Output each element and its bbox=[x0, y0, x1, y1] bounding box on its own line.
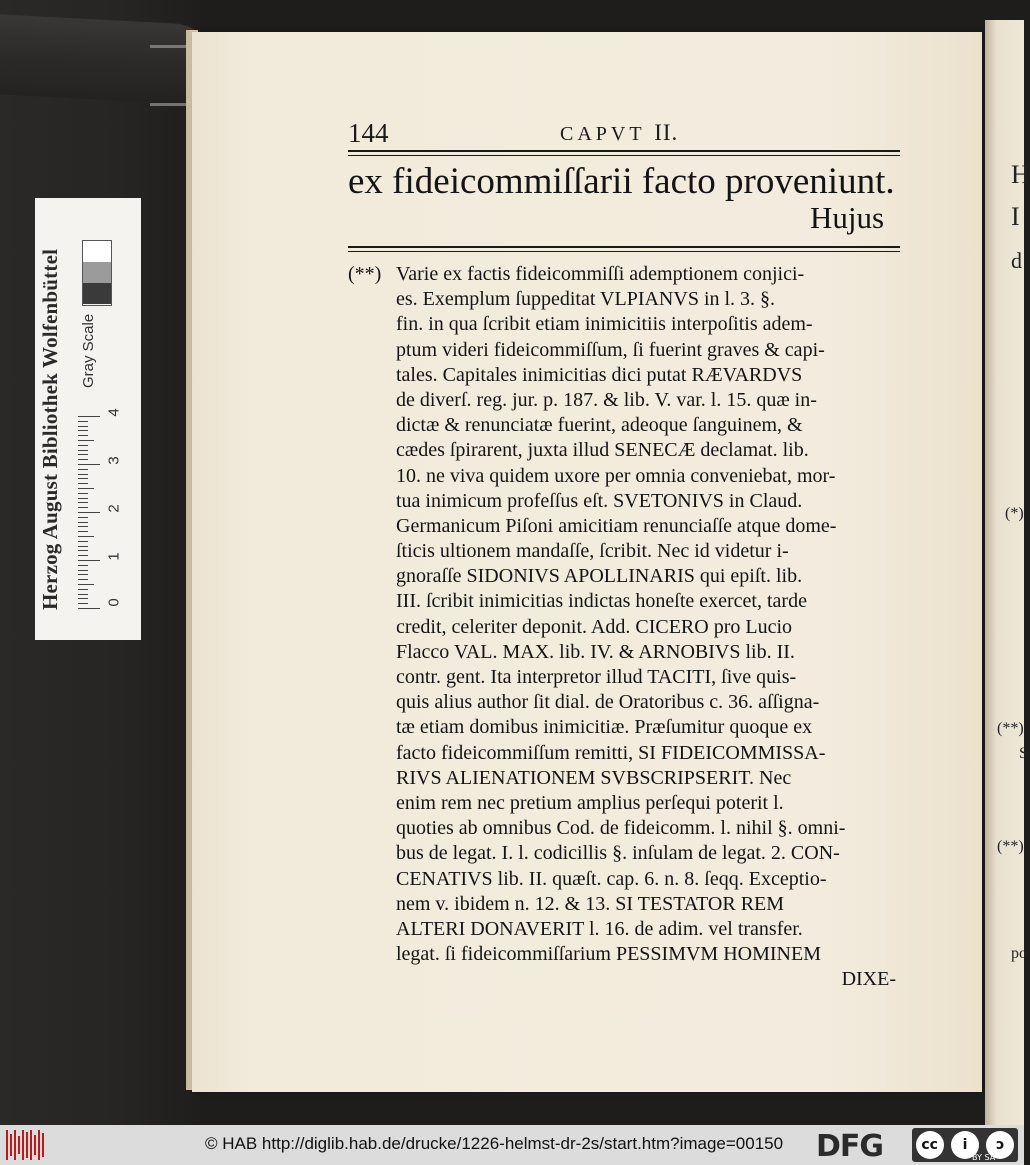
main-text-line: ex fideicommiſſarii facto proveniunt. bbox=[348, 161, 895, 202]
ruler-tick bbox=[78, 474, 88, 475]
ruler-tick bbox=[78, 430, 88, 431]
ruler-tick bbox=[78, 550, 88, 551]
ruler-tick bbox=[78, 450, 88, 451]
footnote-line: III. ſcribit inimicitias indictas honeſte exercet, tarde bbox=[396, 590, 807, 613]
dfg-logo: DFG bbox=[816, 1129, 884, 1164]
ruler-tick bbox=[78, 464, 100, 465]
ruler-tick bbox=[78, 488, 94, 489]
copyright-link[interactable]: © HAB http://diglib.hab.de/drucke/1226-helmst-dr-2s/start.htm?image=00150 bbox=[205, 1134, 784, 1153]
footnote-line: nem v. ibidem n. 12. & 13. SI TESTATOR REM bbox=[396, 892, 785, 915]
footnote-line: quis alius author ſit dial. de Oratoribus c. 36. aſſigna- bbox=[396, 691, 820, 714]
facing-page-fragment bbox=[985, 20, 1030, 1125]
card-library-title: Herzog August Bibliothek Wolfenbüttel bbox=[38, 248, 62, 610]
ruler-number: 3 bbox=[105, 456, 123, 465]
footnote-line: RIVS ALIENATIONEM SVBSCRIPSERIT. Nec bbox=[396, 766, 792, 789]
viewer-footer bbox=[0, 1125, 1024, 1165]
ruler-tick bbox=[78, 445, 88, 446]
ruler-tick bbox=[78, 459, 88, 460]
ruler-tick bbox=[78, 416, 100, 417]
ruler-tick bbox=[78, 440, 94, 441]
facing-page-letter: S bbox=[1019, 745, 1028, 762]
footnote-line: quoties ab omnibus Cod. de fideicomm. l. nihil §. omni- bbox=[396, 817, 846, 840]
ruler-number: 0 bbox=[105, 598, 123, 607]
chapter-heading-word: CAPVT bbox=[560, 123, 646, 145]
footnote-line: Varie ex factis fideicommiſſi ademptionem conjici- bbox=[396, 263, 805, 285]
facing-page-mark: (**) bbox=[997, 838, 1024, 855]
cc-license-badge[interactable] bbox=[912, 1128, 1018, 1162]
footnote-line: gnoraſſe SIDONIVS APOLLINARIS qui epiſt. lib. bbox=[396, 565, 803, 588]
ruler-number: 1 bbox=[105, 552, 123, 561]
card-gray-scale-label: Gray Scale bbox=[80, 313, 97, 388]
facing-page-mark: (*) bbox=[1005, 505, 1024, 522]
facing-page-letter: po bbox=[1011, 945, 1027, 962]
chapter-heading bbox=[560, 120, 678, 146]
ruler-tick bbox=[78, 603, 88, 604]
catchword: DIXE- bbox=[841, 968, 896, 991]
facing-page-letter: I bbox=[1011, 202, 1020, 231]
footnote-line: ptum videri fideicommiſſum, ſi fuerint graves & capi- bbox=[396, 338, 825, 361]
ruler-tick bbox=[78, 522, 88, 523]
ruler-tick bbox=[78, 421, 88, 422]
footnote-line: es. Exemplum ſuppeditat VLPIANVS in l. 3. §. bbox=[396, 288, 776, 311]
ruler-tick bbox=[78, 526, 88, 527]
footnote-line: facto fideicommiſſum remitti, SI FIDEICOMMISSA- bbox=[396, 741, 826, 764]
footnote-line: dictæ & renunciatæ fuerint, adeoque ſanguinem, & bbox=[396, 414, 803, 437]
footnote-line: bus de legat. I. l. codicillis §. inſulam de legat. 2. CON- bbox=[396, 842, 840, 865]
cc-icon: cc bbox=[916, 1131, 944, 1159]
footnote-mark: (**) bbox=[348, 263, 382, 285]
ruler-tick bbox=[78, 608, 100, 609]
footnote-line: Germanicum Piſoni amicitiam renunciaſſe atque dome- bbox=[396, 514, 837, 537]
hab-barcode-logo bbox=[6, 1130, 48, 1160]
footnote-line: credit, celeriter deponit. Add. CICERO pro Lucio bbox=[396, 615, 793, 638]
ruler-tick bbox=[78, 478, 88, 479]
swatch-gray bbox=[83, 262, 111, 283]
footnote-rule-thin bbox=[348, 251, 900, 252]
footnote-line: fin. in qua ſcribit etiam inimicitiis interpoſitis adem- bbox=[396, 313, 813, 336]
footnote-line: Flacco VAL. MAX. lib. IV. & ARNOBIVS lib. II. bbox=[396, 640, 795, 663]
chapter-heading-numeral: II. bbox=[654, 120, 679, 145]
gray-swatches bbox=[82, 240, 112, 306]
ruler-tick bbox=[78, 435, 88, 436]
license-label: BY SA bbox=[972, 1153, 996, 1162]
ruler-tick bbox=[78, 498, 88, 499]
ruler-tick bbox=[78, 555, 88, 556]
footnote-line: tæ etiam domibus inimicitiæ. Præſumitur quoque ex bbox=[396, 716, 813, 739]
ruler-tick bbox=[78, 507, 88, 508]
ruler-tick bbox=[78, 589, 88, 590]
ruler-tick bbox=[78, 546, 88, 547]
sa-icon: ↄ bbox=[986, 1131, 1014, 1159]
ruler-tick bbox=[78, 579, 88, 580]
footnote-line: ſticis ultionem mandaſſe, ſcribit. Nec id videtur i- bbox=[396, 540, 789, 563]
footnote-rule bbox=[348, 246, 900, 248]
ruler-tick bbox=[78, 541, 88, 542]
footnote-block bbox=[348, 262, 908, 992]
ruler-tick bbox=[78, 565, 88, 566]
footnote-line: de diverſ. reg. jur. p. 187. & lib. V. var. l. 15. quæ in- bbox=[396, 388, 817, 411]
facing-page-letter: d bbox=[1011, 248, 1022, 273]
ruler-tick bbox=[78, 517, 88, 518]
footnote-line: cædes ſpirarent, juxta illud SENECÆ declamat. lib. bbox=[396, 439, 809, 462]
ruler-tick bbox=[78, 493, 88, 494]
ruler-tick bbox=[78, 536, 94, 537]
by-icon: i bbox=[951, 1131, 979, 1159]
ruler-number: 4 bbox=[105, 408, 123, 417]
footnote-line: ALTERI DONAVERIT l. 16. de adim. vel transfer. bbox=[396, 917, 803, 940]
page-number: 144 bbox=[348, 118, 389, 148]
ruler-number: 2 bbox=[105, 504, 123, 513]
ruler-tick bbox=[78, 570, 88, 571]
ruler-tick bbox=[78, 426, 88, 427]
footnote-line: contr. gent. Ita interpretor illud TACITI, ſive quis- bbox=[396, 666, 797, 688]
ruler-tick bbox=[78, 469, 88, 470]
swatch-white bbox=[83, 241, 111, 262]
ruler-tick bbox=[78, 531, 88, 532]
header-rule-thin bbox=[348, 155, 900, 156]
footnote-line: tua inimicum profeſſus eſt. SVETONIVS in Claud. bbox=[396, 489, 803, 512]
footnote-line: CENATIVS lib. II. quæſt. cap. 6. n. 8. ſeqq. Exceptio- bbox=[396, 867, 827, 890]
main-text-line: Hujus bbox=[810, 200, 885, 235]
footnote-line: tales. Capitales inimicitias dici putat RÆVARDVS bbox=[396, 363, 803, 386]
running-head bbox=[348, 118, 900, 146]
header-rule bbox=[348, 150, 900, 152]
ruler-tick bbox=[78, 454, 88, 455]
scale-ruler bbox=[72, 382, 128, 618]
ruler-tick bbox=[78, 594, 88, 595]
ruler-tick bbox=[78, 512, 100, 513]
footnote-line: legat. ſi fideicommiſſarium PESSIMVM HOMINEM bbox=[396, 943, 821, 966]
ruler-tick bbox=[78, 574, 88, 575]
ruler-tick bbox=[78, 483, 88, 484]
footnote-line: enim rem nec pretium amplius perſequi poterit l. bbox=[396, 791, 784, 814]
swatch-dark bbox=[83, 283, 111, 304]
ruler-tick bbox=[78, 584, 94, 585]
footnote-line: 10. ne viva quidem uxore per omnia conveniebat, mor- bbox=[396, 464, 836, 487]
ruler-tick bbox=[78, 502, 88, 503]
ruler-tick bbox=[78, 598, 88, 599]
ruler-tick bbox=[78, 560, 100, 561]
facing-page-mark: (**) bbox=[997, 720, 1024, 737]
facing-page-letter: H bbox=[1011, 160, 1030, 189]
